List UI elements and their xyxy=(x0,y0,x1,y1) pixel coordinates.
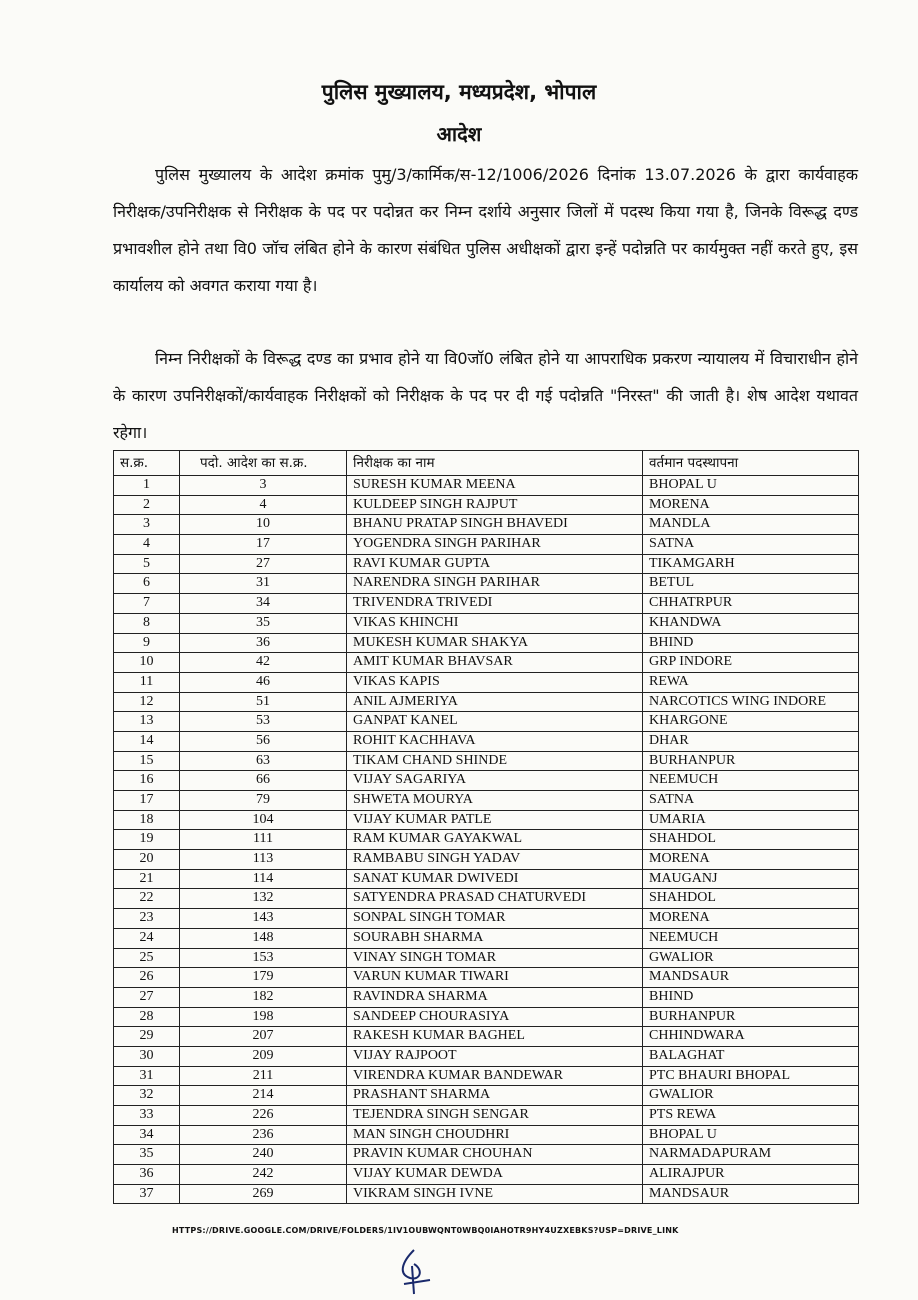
row-posting: MANDSAUR xyxy=(643,968,859,988)
row-inspector-name: RAVI KUMAR GUPTA xyxy=(347,554,643,574)
row-posting: SATNA xyxy=(643,791,859,811)
row-posting: BALAGHAT xyxy=(643,1046,859,1066)
row-order-serial: 209 xyxy=(180,1046,347,1066)
row-serial: 18 xyxy=(114,810,180,830)
row-serial: 25 xyxy=(114,948,180,968)
order-paragraph-2: निम्न निरीक्षकों के विरूद्ध दण्ड का प्रभाव होने या वि0जॉ0 लंबित होने या आपराधिक प्रकरण न्यायालय में विचाराधीन होने के कारण उपनिरीक्षकों/कार्यवाहक निरीक्षकों को निरीक्षक के पद पर दी गई पदोन्नति "निरस्त" की जाती है। शेष आदेश यथावत रहेगा। xyxy=(113,349,858,442)
row-posting: CHHINDWARA xyxy=(643,1027,859,1047)
table-row xyxy=(114,731,859,751)
row-serial: 27 xyxy=(114,987,180,1007)
row-posting: BURHANPUR xyxy=(643,1007,859,1027)
table-row xyxy=(114,1184,859,1204)
table-row xyxy=(114,810,859,830)
row-posting: BHOPAL U xyxy=(643,476,859,496)
row-serial: 9 xyxy=(114,633,180,653)
row-inspector-name: SHWETA MOURYA xyxy=(347,791,643,811)
row-inspector-name: SANDEEP CHOURASIYA xyxy=(347,1007,643,1027)
row-order-serial: 143 xyxy=(180,909,347,929)
table-row xyxy=(114,889,859,909)
row-serial: 21 xyxy=(114,869,180,889)
table-row xyxy=(114,1125,859,1145)
row-posting: BURHANPUR xyxy=(643,751,859,771)
table-row xyxy=(114,633,859,653)
row-order-serial: 182 xyxy=(180,987,347,1007)
row-serial: 24 xyxy=(114,928,180,948)
row-inspector-name: PRASHANT SHARMA xyxy=(347,1086,643,1106)
row-inspector-name: VIJAY KUMAR DEWDA xyxy=(347,1165,643,1185)
row-serial: 3 xyxy=(114,515,180,535)
row-inspector-name: KULDEEP SINGH RAJPUT xyxy=(347,495,643,515)
row-inspector-name: VIJAY KUMAR PATLE xyxy=(347,810,643,830)
row-order-serial: 53 xyxy=(180,712,347,732)
row-serial: 29 xyxy=(114,1027,180,1047)
table-row xyxy=(114,791,859,811)
row-inspector-name: VARUN KUMAR TIWARI xyxy=(347,968,643,988)
header-order-serial: पदो. आदेश का स.क्र. xyxy=(180,451,347,476)
row-order-serial: 17 xyxy=(180,535,347,555)
table-row xyxy=(114,948,859,968)
row-posting: MORENA xyxy=(643,850,859,870)
row-posting: DHAR xyxy=(643,731,859,751)
row-order-serial: 10 xyxy=(180,515,347,535)
table-row xyxy=(114,1086,859,1106)
office-title: पुलिस मुख्यालय, मध्यप्रदेश, भोपाल xyxy=(321,80,597,104)
row-posting: BHOPAL U xyxy=(643,1125,859,1145)
order-paragraph-1: पुलिस मुख्यालय के आदेश क्रमांक पुमु/3/कार्मिक/स-12/1006/2026 दिनांक 13.07.2026 के द्वारा कार्यवाहक निरीक्षक/उपनिरीक्षक से निरीक्षक के पद पर पदोन्नत कर निम्न दर्शाये अनुसार जिलों में पदस्थ किया गया है, जिनके विरूद्ध दण्ड प्रभावशील होने तथा वि0 जॉच लंबित होने के कारण संबंधित पुलिस अधीक्षकों द्वारा इन्हें पदोन्नति पर कार्यमुक्त नहीं करते हुए, इस कार्यालय को अवगत कराया गया है। xyxy=(113,165,858,295)
row-inspector-name: RAVINDRA SHARMA xyxy=(347,987,643,1007)
row-posting: TIKAMGARH xyxy=(643,554,859,574)
row-inspector-name: VIRENDRA KUMAR BANDEWAR xyxy=(347,1066,643,1086)
row-inspector-name: TIKAM CHAND SHINDE xyxy=(347,751,643,771)
table-row xyxy=(114,1007,859,1027)
table-row xyxy=(114,928,859,948)
row-order-serial: 198 xyxy=(180,1007,347,1027)
row-posting: MAUGANJ xyxy=(643,869,859,889)
row-order-serial: 42 xyxy=(180,653,347,673)
row-serial: 14 xyxy=(114,731,180,751)
row-posting: GWALIOR xyxy=(643,1086,859,1106)
table-row xyxy=(114,476,859,496)
row-posting: KHARGONE xyxy=(643,712,859,732)
row-order-serial: 153 xyxy=(180,948,347,968)
row-serial: 19 xyxy=(114,830,180,850)
table-row xyxy=(114,692,859,712)
row-serial: 16 xyxy=(114,771,180,791)
row-inspector-name: VINAY SINGH TOMAR xyxy=(347,948,643,968)
row-serial: 11 xyxy=(114,672,180,692)
table-header-row xyxy=(114,451,859,476)
row-serial: 8 xyxy=(114,613,180,633)
row-serial: 31 xyxy=(114,1066,180,1086)
table-row xyxy=(114,830,859,850)
row-posting: MANDLA xyxy=(643,515,859,535)
row-posting: NEEMUCH xyxy=(643,771,859,791)
row-inspector-name: MAN SINGH CHOUDHRI xyxy=(347,1125,643,1145)
table-row xyxy=(114,574,859,594)
row-order-serial: 46 xyxy=(180,672,347,692)
row-serial: 6 xyxy=(114,574,180,594)
row-inspector-name: BHANU PRATAP SINGH BHAVEDI xyxy=(347,515,643,535)
header-inspector-name: निरीक्षक का नाम xyxy=(347,451,643,476)
row-inspector-name: RAKESH KUMAR BAGHEL xyxy=(347,1027,643,1047)
row-inspector-name: TRIVENDRA TRIVEDI xyxy=(347,594,643,614)
row-order-serial: 3 xyxy=(180,476,347,496)
table-row xyxy=(114,909,859,929)
row-serial: 36 xyxy=(114,1165,180,1185)
order-heading: आदेश xyxy=(436,122,482,146)
row-inspector-name: GANPAT KANEL xyxy=(347,712,643,732)
row-order-serial: 35 xyxy=(180,613,347,633)
row-serial: 32 xyxy=(114,1086,180,1106)
row-serial: 7 xyxy=(114,594,180,614)
row-inspector-name: AMIT KUMAR BHAVSAR xyxy=(347,653,643,673)
row-inspector-name: SANAT KUMAR DWIVEDI xyxy=(347,869,643,889)
row-serial: 28 xyxy=(114,1007,180,1027)
row-posting: REWA xyxy=(643,672,859,692)
row-inspector-name: SURESH KUMAR MEENA xyxy=(347,476,643,496)
row-posting: ALIRAJPUR xyxy=(643,1165,859,1185)
table-row xyxy=(114,554,859,574)
table-row xyxy=(114,712,859,732)
row-serial: 30 xyxy=(114,1046,180,1066)
table-row xyxy=(114,1027,859,1047)
row-serial: 37 xyxy=(114,1184,180,1204)
row-order-serial: 132 xyxy=(180,889,347,909)
row-order-serial: 104 xyxy=(180,810,347,830)
table-row xyxy=(114,515,859,535)
row-order-serial: 4 xyxy=(180,495,347,515)
row-posting: PTC BHAURI BHOPAL xyxy=(643,1066,859,1086)
table-row xyxy=(114,869,859,889)
row-inspector-name: SOURABH SHARMA xyxy=(347,928,643,948)
table-body xyxy=(114,476,859,1204)
row-order-serial: 114 xyxy=(180,869,347,889)
row-serial: 20 xyxy=(114,850,180,870)
row-posting: BETUL xyxy=(643,574,859,594)
row-order-serial: 214 xyxy=(180,1086,347,1106)
row-serial: 34 xyxy=(114,1125,180,1145)
row-order-serial: 240 xyxy=(180,1145,347,1165)
table-row xyxy=(114,751,859,771)
row-order-serial: 113 xyxy=(180,850,347,870)
row-posting: NEEMUCH xyxy=(643,928,859,948)
row-posting: SHAHDOL xyxy=(643,830,859,850)
row-inspector-name: TEJENDRA SINGH SENGAR xyxy=(347,1106,643,1126)
row-posting: NARCOTICS WING INDORE xyxy=(643,692,859,712)
row-order-serial: 226 xyxy=(180,1106,347,1126)
row-posting: UMARIA xyxy=(643,810,859,830)
row-posting: GRP INDORE xyxy=(643,653,859,673)
row-inspector-name: ANIL AJMERIYA xyxy=(347,692,643,712)
row-order-serial: 56 xyxy=(180,731,347,751)
row-order-serial: 211 xyxy=(180,1066,347,1086)
row-inspector-name: NARENDRA SINGH PARIHAR xyxy=(347,574,643,594)
row-posting: BHIND xyxy=(643,987,859,1007)
table-row xyxy=(114,1066,859,1086)
row-order-serial: 31 xyxy=(180,574,347,594)
row-serial: 23 xyxy=(114,909,180,929)
row-order-serial: 242 xyxy=(180,1165,347,1185)
row-inspector-name: SATYENDRA PRASAD CHATURVEDI xyxy=(347,889,643,909)
row-inspector-name: VIKRAM SINGH IVNE xyxy=(347,1184,643,1204)
drive-link-text: HTTPS://DRIVE.GOOGLE.COM/DRIVE/FOLDERS/1IV1OUBWQNT0WBQ0IAHOTR9HY4UZXEBKS?USP=DRIVE_LINK xyxy=(172,1226,679,1235)
row-serial: 10 xyxy=(114,653,180,673)
row-order-serial: 79 xyxy=(180,791,347,811)
row-order-serial: 207 xyxy=(180,1027,347,1047)
table-row xyxy=(114,968,859,988)
row-posting: CHHATRPUR xyxy=(643,594,859,614)
row-inspector-name: YOGENDRA SINGH PARIHAR xyxy=(347,535,643,555)
row-inspector-name: VIKAS KHINCHI xyxy=(347,613,643,633)
table-row xyxy=(114,1106,859,1126)
row-serial: 4 xyxy=(114,535,180,555)
row-order-serial: 63 xyxy=(180,751,347,771)
row-inspector-name: RAM KUMAR GAYAKWAL xyxy=(347,830,643,850)
row-inspector-name: SONPAL SINGH TOMAR xyxy=(347,909,643,929)
row-inspector-name: VIKAS KAPIS xyxy=(347,672,643,692)
row-serial: 13 xyxy=(114,712,180,732)
table-row xyxy=(114,594,859,614)
row-order-serial: 36 xyxy=(180,633,347,653)
row-posting: MORENA xyxy=(643,909,859,929)
table-row xyxy=(114,1165,859,1185)
inspectors-table xyxy=(113,450,859,1204)
signature-mark xyxy=(384,1244,444,1296)
row-order-serial: 27 xyxy=(180,554,347,574)
row-inspector-name: VIJAY RAJPOOT xyxy=(347,1046,643,1066)
row-serial: 26 xyxy=(114,968,180,988)
row-inspector-name: VIJAY SAGARIYA xyxy=(347,771,643,791)
row-serial: 35 xyxy=(114,1145,180,1165)
row-serial: 1 xyxy=(114,476,180,496)
table-row xyxy=(114,653,859,673)
row-order-serial: 236 xyxy=(180,1125,347,1145)
row-inspector-name: ROHIT KACHHAVA xyxy=(347,731,643,751)
row-posting: BHIND xyxy=(643,633,859,653)
table-row xyxy=(114,850,859,870)
row-serial: 12 xyxy=(114,692,180,712)
table-row xyxy=(114,535,859,555)
row-order-serial: 111 xyxy=(180,830,347,850)
row-serial: 5 xyxy=(114,554,180,574)
row-serial: 22 xyxy=(114,889,180,909)
row-posting: PTS REWA xyxy=(643,1106,859,1126)
row-order-serial: 66 xyxy=(180,771,347,791)
row-order-serial: 269 xyxy=(180,1184,347,1204)
row-inspector-name: PRAVIN KUMAR CHOUHAN xyxy=(347,1145,643,1165)
table-row xyxy=(114,613,859,633)
row-order-serial: 34 xyxy=(180,594,347,614)
row-serial: 2 xyxy=(114,495,180,515)
table-row xyxy=(114,1145,859,1165)
table-row xyxy=(114,771,859,791)
table-row xyxy=(114,672,859,692)
row-serial: 15 xyxy=(114,751,180,771)
row-posting: MORENA xyxy=(643,495,859,515)
row-posting: KHANDWA xyxy=(643,613,859,633)
table-row xyxy=(114,495,859,515)
row-serial: 33 xyxy=(114,1106,180,1126)
header-serial: स.क्र. xyxy=(114,451,180,476)
row-posting: GWALIOR xyxy=(643,948,859,968)
table-row xyxy=(114,1046,859,1066)
row-inspector-name: RAMBABU SINGH YADAV xyxy=(347,850,643,870)
row-posting: SATNA xyxy=(643,535,859,555)
row-order-serial: 148 xyxy=(180,928,347,948)
row-posting: MANDSAUR xyxy=(643,1184,859,1204)
header-current-posting: वर्तमान पदस्थापना xyxy=(643,451,859,476)
row-serial: 17 xyxy=(114,791,180,811)
table-row xyxy=(114,987,859,1007)
row-posting: NARMADAPURAM xyxy=(643,1145,859,1165)
row-inspector-name: MUKESH KUMAR SHAKYA xyxy=(347,633,643,653)
row-posting: SHAHDOL xyxy=(643,889,859,909)
row-order-serial: 51 xyxy=(180,692,347,712)
row-order-serial: 179 xyxy=(180,968,347,988)
